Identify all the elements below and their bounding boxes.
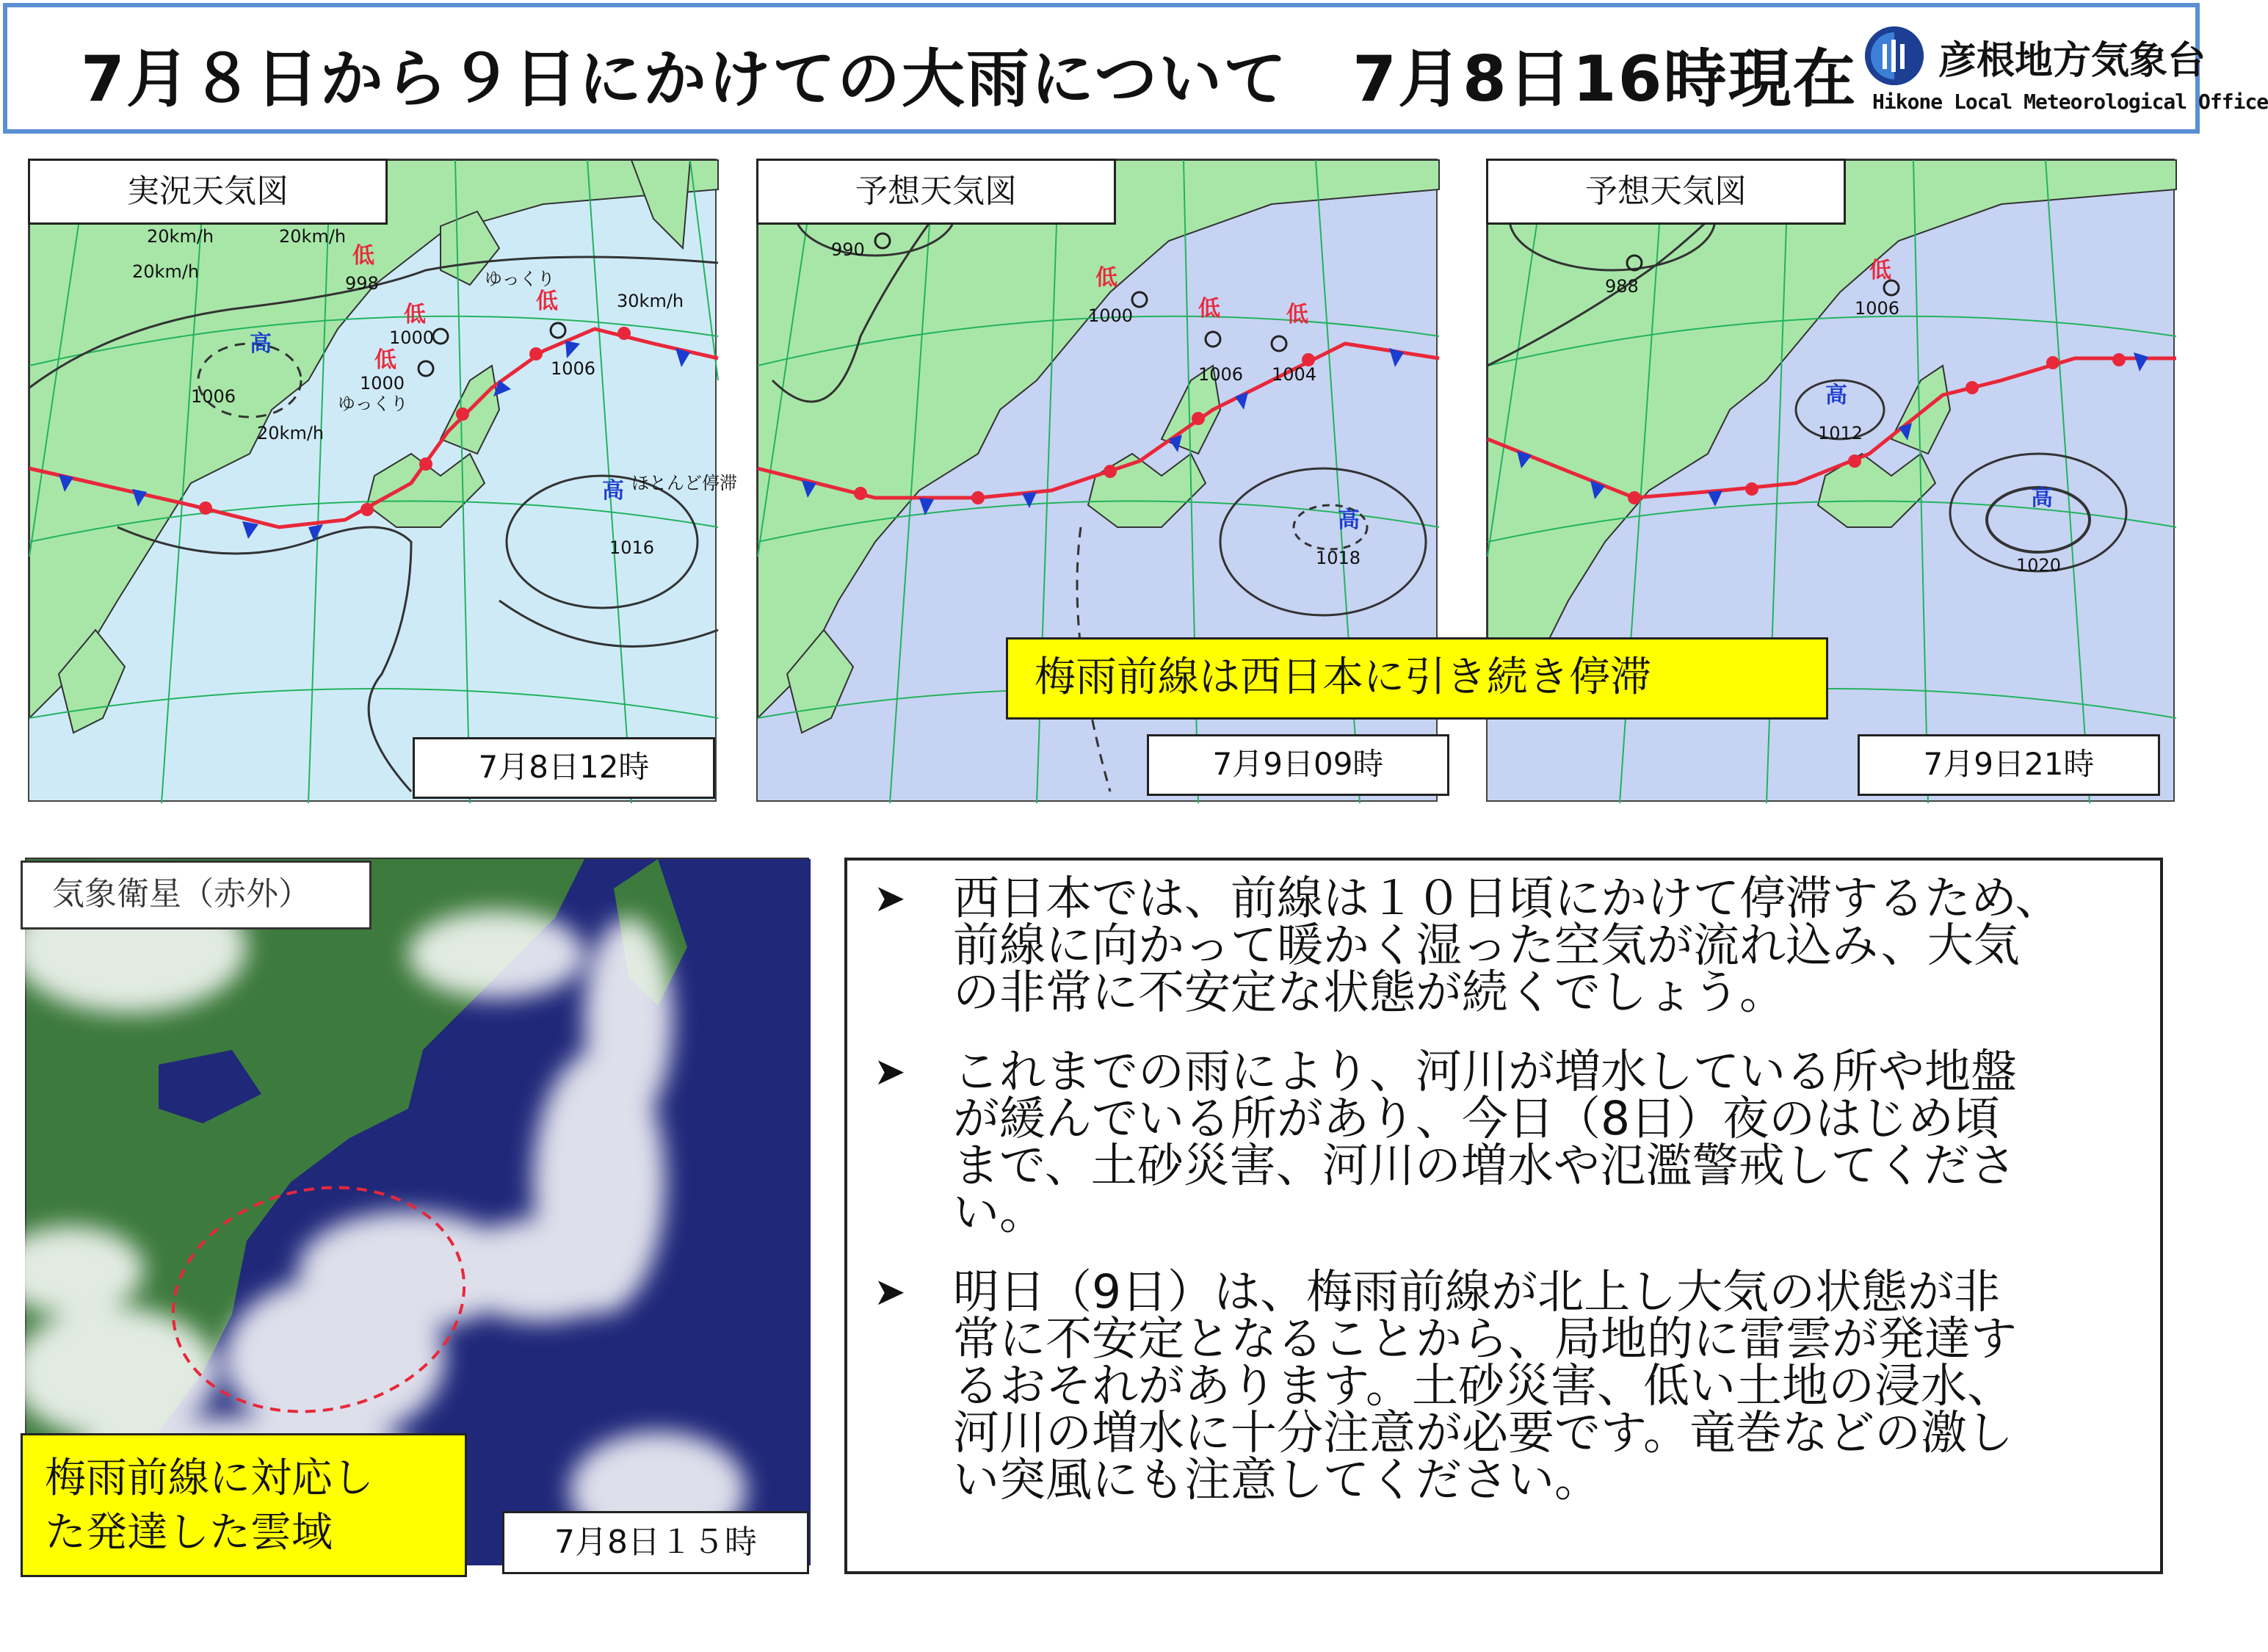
bullet-line: の非常に不安定な状態が続くでしょう。 <box>953 966 1786 1019</box>
pressure-value: 1000 <box>360 373 405 394</box>
cloud-callout <box>21 1433 467 1577</box>
office-name-en: Hikone Local Meteorological Office <box>1872 90 2268 114</box>
pressure-value: 988 <box>1605 276 1639 297</box>
map-label-forecast-1: 予想天気図 <box>756 159 1116 225</box>
pressure-value: 1016 <box>609 537 655 558</box>
bullet-line: 明日（9日）は、梅雨前線が北上し大気の状態が非 <box>953 1265 2001 1319</box>
low-pressure-mark: 低 <box>352 243 374 269</box>
pressure-value: 1004 <box>1272 364 1317 385</box>
page-title: 7月８日から９日にかけての大雨について 7月8日16時現在 <box>81 43 1858 116</box>
map-time-current: 7月8日12時 <box>413 737 715 799</box>
high-pressure-mark: 高 <box>250 331 272 357</box>
bullet-line: 河川の増水に十分注意が必要です。竜巻などの激し <box>953 1406 2013 1460</box>
bullet-line: い。 <box>953 1186 1046 1239</box>
high-pressure-mark: 高 <box>602 478 624 504</box>
weather-map-current <box>28 159 737 802</box>
map-label-forecast-2: 予想天気図 <box>1486 159 1846 225</box>
cloud-callout-line: 梅雨前線に対応し <box>45 1454 374 1502</box>
arrow-bullet-icon: ➤ <box>874 1050 906 1094</box>
pressure-value: 1018 <box>1316 548 1361 568</box>
forecast-text-box <box>844 858 2163 1574</box>
bullet-line: これまでの雨により、河川が増水している所や地盤 <box>953 1045 2017 1098</box>
bullet-item <box>874 1045 2131 1239</box>
bullet-item <box>874 872 2131 1019</box>
office-name-jp: 彦根地方気象台 <box>1938 39 2206 83</box>
satellite-label: 気象衛星（赤外） <box>21 861 372 930</box>
bullet-line: 西日本では、前線は１０日頃にかけて停滞するため、 <box>953 872 2062 925</box>
low-pressure-mark: 低 <box>1095 265 1117 291</box>
cloud-callout-line: た発達した雲域 <box>45 1509 333 1557</box>
map-time-forecast-1: 7月9日09時 <box>1147 734 1449 796</box>
speed-label: 20km/h <box>132 261 200 282</box>
pressure-value: 1012 <box>1818 423 1863 443</box>
front-callout: 梅雨前線は西日本に引き続き停滞 <box>1006 637 1828 720</box>
arrow-bullet-icon: ➤ <box>874 877 906 921</box>
pressure-value: 1000 <box>389 327 435 348</box>
pressure-value: 990 <box>831 239 865 260</box>
high-pressure-mark: 高 <box>1338 507 1360 533</box>
bullet-line: 常に不安定となることから、局地的に雷雲が発達す <box>953 1312 2017 1366</box>
pressure-value: 1006 <box>1198 364 1244 385</box>
bullet-line: が緩んでいる所があり、今日（8日）夜のはじめ頃 <box>953 1092 2001 1145</box>
map-time-forecast-2: 7月9日21時 <box>1858 734 2160 796</box>
pressure-value: 1006 <box>551 358 596 379</box>
low-pressure-mark: 低 <box>374 347 396 373</box>
pressure-value: 1000 <box>1088 305 1134 326</box>
speed-label: 20km/h <box>147 226 214 247</box>
pressure-value: 1006 <box>1855 298 1900 319</box>
slow-label: ゆっくり <box>485 269 555 289</box>
stationary-note: ほとんど停滞 <box>631 473 737 493</box>
low-pressure-mark: 低 <box>1869 258 1891 283</box>
jma-logo-icon <box>1865 26 1924 85</box>
bullet-line: い突風にも注意してください。 <box>953 1453 1601 1507</box>
speed-label: 30km/h <box>617 291 684 311</box>
high-pressure-mark: 高 <box>2031 485 2053 511</box>
arrow-bullet-icon: ➤ <box>874 1270 906 1314</box>
pressure-value: 1006 <box>191 386 236 407</box>
high-pressure-mark: 高 <box>1825 383 1847 408</box>
pressure-value: 1020 <box>2016 555 2062 576</box>
pressure-value: 998 <box>345 273 379 294</box>
low-pressure-mark: 低 <box>536 289 558 314</box>
low-pressure-mark: 低 <box>1286 302 1308 327</box>
speed-label: 20km/h <box>257 423 325 443</box>
bullet-line: まで、土砂災害、河川の増水や氾濫警戒してくださ <box>953 1139 2016 1192</box>
speed-label: 20km/h <box>279 226 347 247</box>
satellite-time: 7月8日１５時 <box>502 1511 809 1574</box>
bullet-line: 前線に向かって暖かく湿った空気が流れ込み、大気 <box>953 919 2020 972</box>
low-pressure-mark: 低 <box>404 302 426 327</box>
bullet-item <box>874 1265 2131 1507</box>
slow-label: ゆっくり <box>338 394 408 414</box>
low-pressure-mark: 低 <box>1198 296 1220 322</box>
map-label-current: 実況天気図 <box>28 159 388 225</box>
bullet-line: るおそれがあります。土砂災害、低い土地の浸水、 <box>953 1359 2013 1413</box>
